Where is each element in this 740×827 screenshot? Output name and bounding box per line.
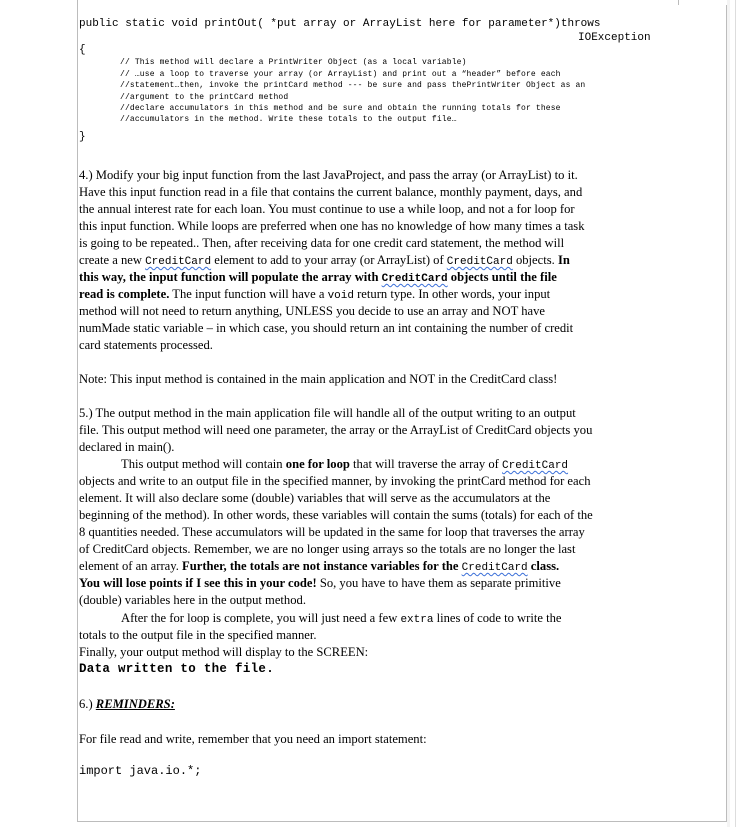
code-comment: // …use a loop to traverse your array (or ArrayList) and print out a “header” before each <box>120 70 561 79</box>
code-comment: //accumulators in the method. Write these totals to the output file… <box>120 115 457 124</box>
section4-line: is going to be repeated.. Then, after receiving data for one credit card statement, the method will <box>79 236 565 250</box>
section5-line: declared in main(). <box>79 440 175 454</box>
section5-line: element of an array. Further, the totals are not instance variables for the CreditCard class. <box>79 559 560 574</box>
section4-line: create a new CreditCard element to add to your array (or ArrayList) of CreditCard objects. In <box>79 253 570 268</box>
section5-line: After the for loop is complete, you will just need a few extra lines of code to write the <box>121 611 562 626</box>
section5-line: This output method will contain one for loop that will traverse the array of CreditCard <box>121 457 569 472</box>
section6-heading: 6.) REMINDERS: <box>79 697 175 711</box>
code-throws: IOException <box>578 32 651 44</box>
section5-line: file. This output method will need one parameter, the array or the ArrayList of CreditCard objects you <box>79 423 593 437</box>
section4-line: method will not need to return anything, UNLESS you decide to use an array and NOT have <box>79 304 545 318</box>
section4-line: card statements processed. <box>79 338 213 352</box>
section4-line: this input function. While loops are preferred when one has no knowledge of how many times a task <box>79 219 585 233</box>
section4-line: the annual interest rate for each loan. You must continue to use a while loop, and not a for loop for <box>79 202 575 216</box>
section4-line: Have this input function read in a file that contains the current balance, monthly payment, days, and <box>79 185 583 199</box>
section4-line: this way, the input function will populate the array with CreditCard objects until the file <box>79 270 557 285</box>
section5-line: beginning of the method). In other words, these variables will contain the sums (totals) for each of the <box>79 508 593 522</box>
section6-text: For file read and write, remember that you need an import statement: <box>79 732 427 746</box>
note-line: Note: This input method is contained in the main application and NOT in the CreditCard class! <box>79 372 558 386</box>
section5-line: 5.) The output method in the main application file will handle all of the output writing to an output <box>79 406 576 420</box>
section4-line: 4.) Modify your big input function from the last JavaProject, and pass the array (or ArrayList) to it. <box>79 168 578 182</box>
code-close-brace: } <box>79 131 86 143</box>
code-comment: //statement…then, invoke the printCard method --- be sure and pass thePrintWriter Object as an <box>120 81 586 90</box>
code-comment: //declare accumulators in this method and be sure and obtain the running totals for these <box>120 104 561 113</box>
window-edge <box>735 0 736 827</box>
section5-line: (double) variables here in the output method. <box>79 593 306 607</box>
section5-line: of CreditCard objects. Remember, we are no longer using arrays so the totals are no longer the last <box>79 542 576 556</box>
screen-output-text: Data written to the file. <box>79 662 275 676</box>
section5-line: totals to the output file in the specified manner. <box>79 628 317 642</box>
code-comment: // This method will declare a PrintWriter Object (as a local variable) <box>120 58 467 67</box>
section5-line: Finally, your output method will display to the SCREEN: <box>79 645 369 659</box>
section4-line: read is complete. The input function will have a void return type. In other words, your input <box>79 287 551 302</box>
import-statement: import java.io.*; <box>79 764 202 778</box>
code-open-brace: { <box>79 44 86 56</box>
code-signature: public static void printOut( *put array or ArrayList here for parameter*)throws <box>79 18 601 30</box>
section5-line: You will lose points if I see this in your code! So, you have to have them as separate primitive <box>79 576 561 590</box>
section4-line: numMade static variable – in which case, you should return an int containing the number of credit <box>79 321 574 335</box>
section5-line: objects and write to an output file in the specified manner, by invoking the printCard method for each <box>79 474 591 488</box>
section5-line: 8 quantities needed. These accumulators will be updated in the same for loop that traverses the array <box>79 525 585 539</box>
section5-line: element. It will also declare some (double) variables that will serve as the accumulators at the <box>79 491 551 505</box>
page-shadow <box>727 0 730 827</box>
code-comment: //argument to the printCard method <box>120 93 289 102</box>
